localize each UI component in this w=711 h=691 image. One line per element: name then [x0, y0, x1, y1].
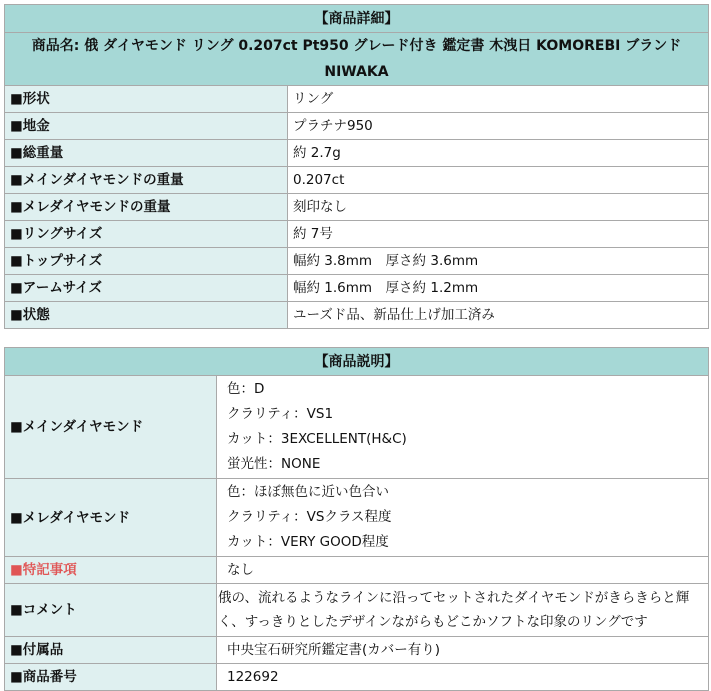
product-details-table — [4, 4, 709, 329]
product-description-table — [4, 347, 709, 691]
table-row — [5, 584, 709, 637]
comment-value: 俄の、流れるようなラインに沿ってセットされたダイヤモンドがきらきらと輝く、すっきりとしたデザインながらもどこかソフトな印象のリングです — [217, 584, 709, 637]
table-row — [5, 167, 709, 194]
row-label: ■地金 — [5, 113, 288, 140]
item-number-label: ■商品番号 — [5, 664, 217, 691]
row-value: プラチナ950 — [288, 113, 709, 140]
row-value: 約 7号 — [288, 221, 709, 248]
main-diamond-label: ■メインダイヤモンド — [5, 376, 217, 479]
description-header: 【商品説明】 — [5, 348, 709, 376]
table-row — [5, 248, 709, 275]
row-label: ■トップサイズ — [5, 248, 288, 275]
row-label: ■形状 — [5, 86, 288, 113]
table-row — [5, 376, 709, 479]
spec-line: 色：D — [227, 381, 265, 397]
spec-line: カット：VERY GOOD程度 — [227, 534, 389, 550]
row-value: 幅約 1.6mm 厚さ約 1.2mm — [288, 275, 709, 302]
comment-label: ■コメント — [5, 584, 217, 637]
melee-diamond-label: ■メレダイヤモンド — [5, 479, 217, 557]
spec-line: カット：3EXCELLENT(H&C) — [227, 431, 407, 447]
main-diamond-specs — [217, 376, 709, 479]
row-label: ■リングサイズ — [5, 221, 288, 248]
spec-line: クラリティ：VSクラス程度 — [227, 509, 392, 525]
table-row — [5, 86, 709, 113]
row-value: 幅約 3.8mm 厚さ約 3.6mm — [288, 248, 709, 275]
table-row — [5, 194, 709, 221]
accessories-value: 中央宝石研究所鑑定書(カバー有り) — [217, 637, 709, 664]
details-header: 【商品詳細】 — [5, 5, 709, 33]
row-value: 約 2.7g — [288, 140, 709, 167]
table-row — [5, 113, 709, 140]
row-value: ユーズド品、新品仕上げ加工済み — [288, 302, 709, 329]
item-number-value: 122692 — [217, 664, 709, 691]
table-row — [5, 479, 709, 557]
table-row — [5, 275, 709, 302]
special-notes-label: ■特記事項 — [5, 557, 217, 584]
table-row — [5, 664, 709, 691]
table-row — [5, 637, 709, 664]
row-label: ■アームサイズ — [5, 275, 288, 302]
table-row — [5, 140, 709, 167]
row-label: ■メレダイヤモンドの重量 — [5, 194, 288, 221]
row-label: ■メインダイヤモンドの重量 — [5, 167, 288, 194]
product-title: 商品名: 俄 ダイヤモンド リング 0.207ct Pt950 グレード付き 鑑定書 木洩日 KOMOREBI ブランド NIWAKA — [5, 33, 709, 86]
description-header-row — [5, 348, 709, 376]
table-row — [5, 221, 709, 248]
row-value: 刻印なし — [288, 194, 709, 221]
details-header-row — [5, 5, 709, 33]
table-row — [5, 302, 709, 329]
accessories-label: ■付属品 — [5, 637, 217, 664]
product-title-row — [5, 33, 709, 86]
spec-line: クラリティ：VS1 — [227, 406, 334, 422]
row-value: リング — [288, 86, 709, 113]
table-row — [5, 557, 709, 584]
spec-line: 蛍光性：NONE — [227, 456, 321, 472]
special-notes-value: なし — [217, 557, 709, 584]
row-value: 0.207ct — [288, 167, 709, 194]
row-label: ■状態 — [5, 302, 288, 329]
melee-diamond-specs — [217, 479, 709, 557]
row-label: ■総重量 — [5, 140, 288, 167]
spec-line: 色：ほぼ無色に近い色合い — [227, 484, 389, 500]
